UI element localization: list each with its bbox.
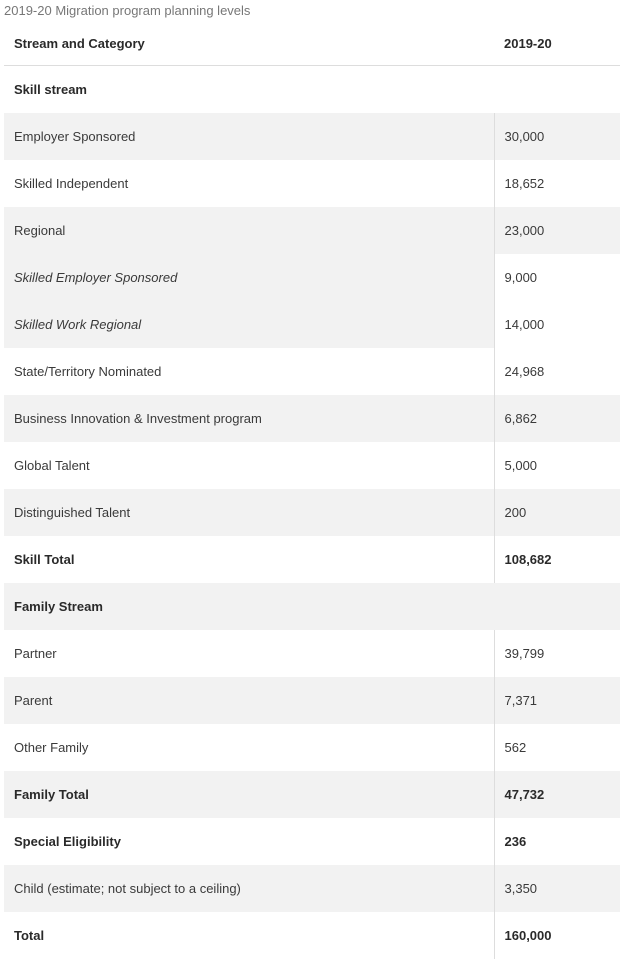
row-label: Child (estimate; not subject to a ceiling)	[4, 865, 494, 912]
table-row	[4, 442, 620, 489]
row-label: Skilled Work Regional	[4, 301, 494, 348]
table-header-row	[4, 22, 620, 66]
row-label: State/Territory Nominated	[14, 364, 162, 379]
row-value: 24,968	[494, 348, 620, 395]
row-value: 200	[494, 489, 620, 536]
row-label: Other Family	[14, 740, 89, 755]
table-row	[4, 630, 620, 677]
migration-planning-table	[4, 22, 620, 959]
total-row-family	[4, 771, 620, 818]
section-row-skill	[4, 66, 620, 114]
table-row	[4, 395, 620, 442]
row-value: 5,000	[494, 442, 620, 489]
row-value: 236	[494, 818, 620, 865]
table-row	[4, 207, 620, 254]
row-value: 562	[494, 724, 620, 771]
total-row-skill	[4, 536, 620, 583]
table-row	[4, 724, 620, 771]
row-value: 47,732	[494, 771, 620, 818]
row-label: Regional	[4, 207, 494, 254]
section-row-family	[4, 583, 620, 630]
row-value: 108,682	[494, 536, 620, 583]
row-value: 39,799	[494, 630, 620, 677]
table-row	[4, 113, 620, 160]
table-row	[4, 348, 620, 395]
row-value: 30,000	[494, 113, 620, 160]
table-row	[4, 160, 620, 207]
row-label: Business Innovation & Investment program	[4, 395, 494, 442]
row-value: 160,000	[494, 912, 620, 959]
row-label: Special Eligibility	[14, 834, 121, 849]
column-header-year: 2019-20	[494, 22, 620, 66]
row-value: 14,000	[494, 301, 620, 348]
row-value: 9,000	[494, 254, 620, 301]
table-row	[4, 865, 620, 912]
row-label: Family Total	[4, 771, 494, 818]
row-special-eligibility	[4, 818, 620, 865]
row-value: 23,000	[494, 207, 620, 254]
row-value: 3,350	[494, 865, 620, 912]
table-caption: 2019-20 Migration program planning levels	[4, 3, 251, 18]
table-row	[4, 489, 620, 536]
row-label: Parent	[4, 677, 494, 724]
row-label: Skill Total	[14, 552, 75, 567]
table-row-sub	[4, 301, 620, 348]
row-label: Skilled Employer Sponsored	[4, 254, 494, 301]
section-label: Skill stream	[14, 82, 87, 97]
row-label: Partner	[14, 646, 57, 661]
row-value: 7,371	[494, 677, 620, 724]
row-value: 18,652	[494, 160, 620, 207]
column-header-stream: Stream and Category	[4, 22, 494, 66]
row-label: Distinguished Talent	[4, 489, 494, 536]
row-label: Global Talent	[14, 458, 90, 473]
total-row-grand	[4, 912, 620, 959]
row-label: Skilled Independent	[14, 176, 129, 191]
row-value: 6,862	[494, 395, 620, 442]
row-label: Total	[14, 928, 45, 943]
table-row	[4, 677, 620, 724]
row-label: Employer Sponsored	[4, 113, 494, 160]
table-row-sub	[4, 254, 620, 301]
section-label: Family Stream	[4, 583, 620, 630]
